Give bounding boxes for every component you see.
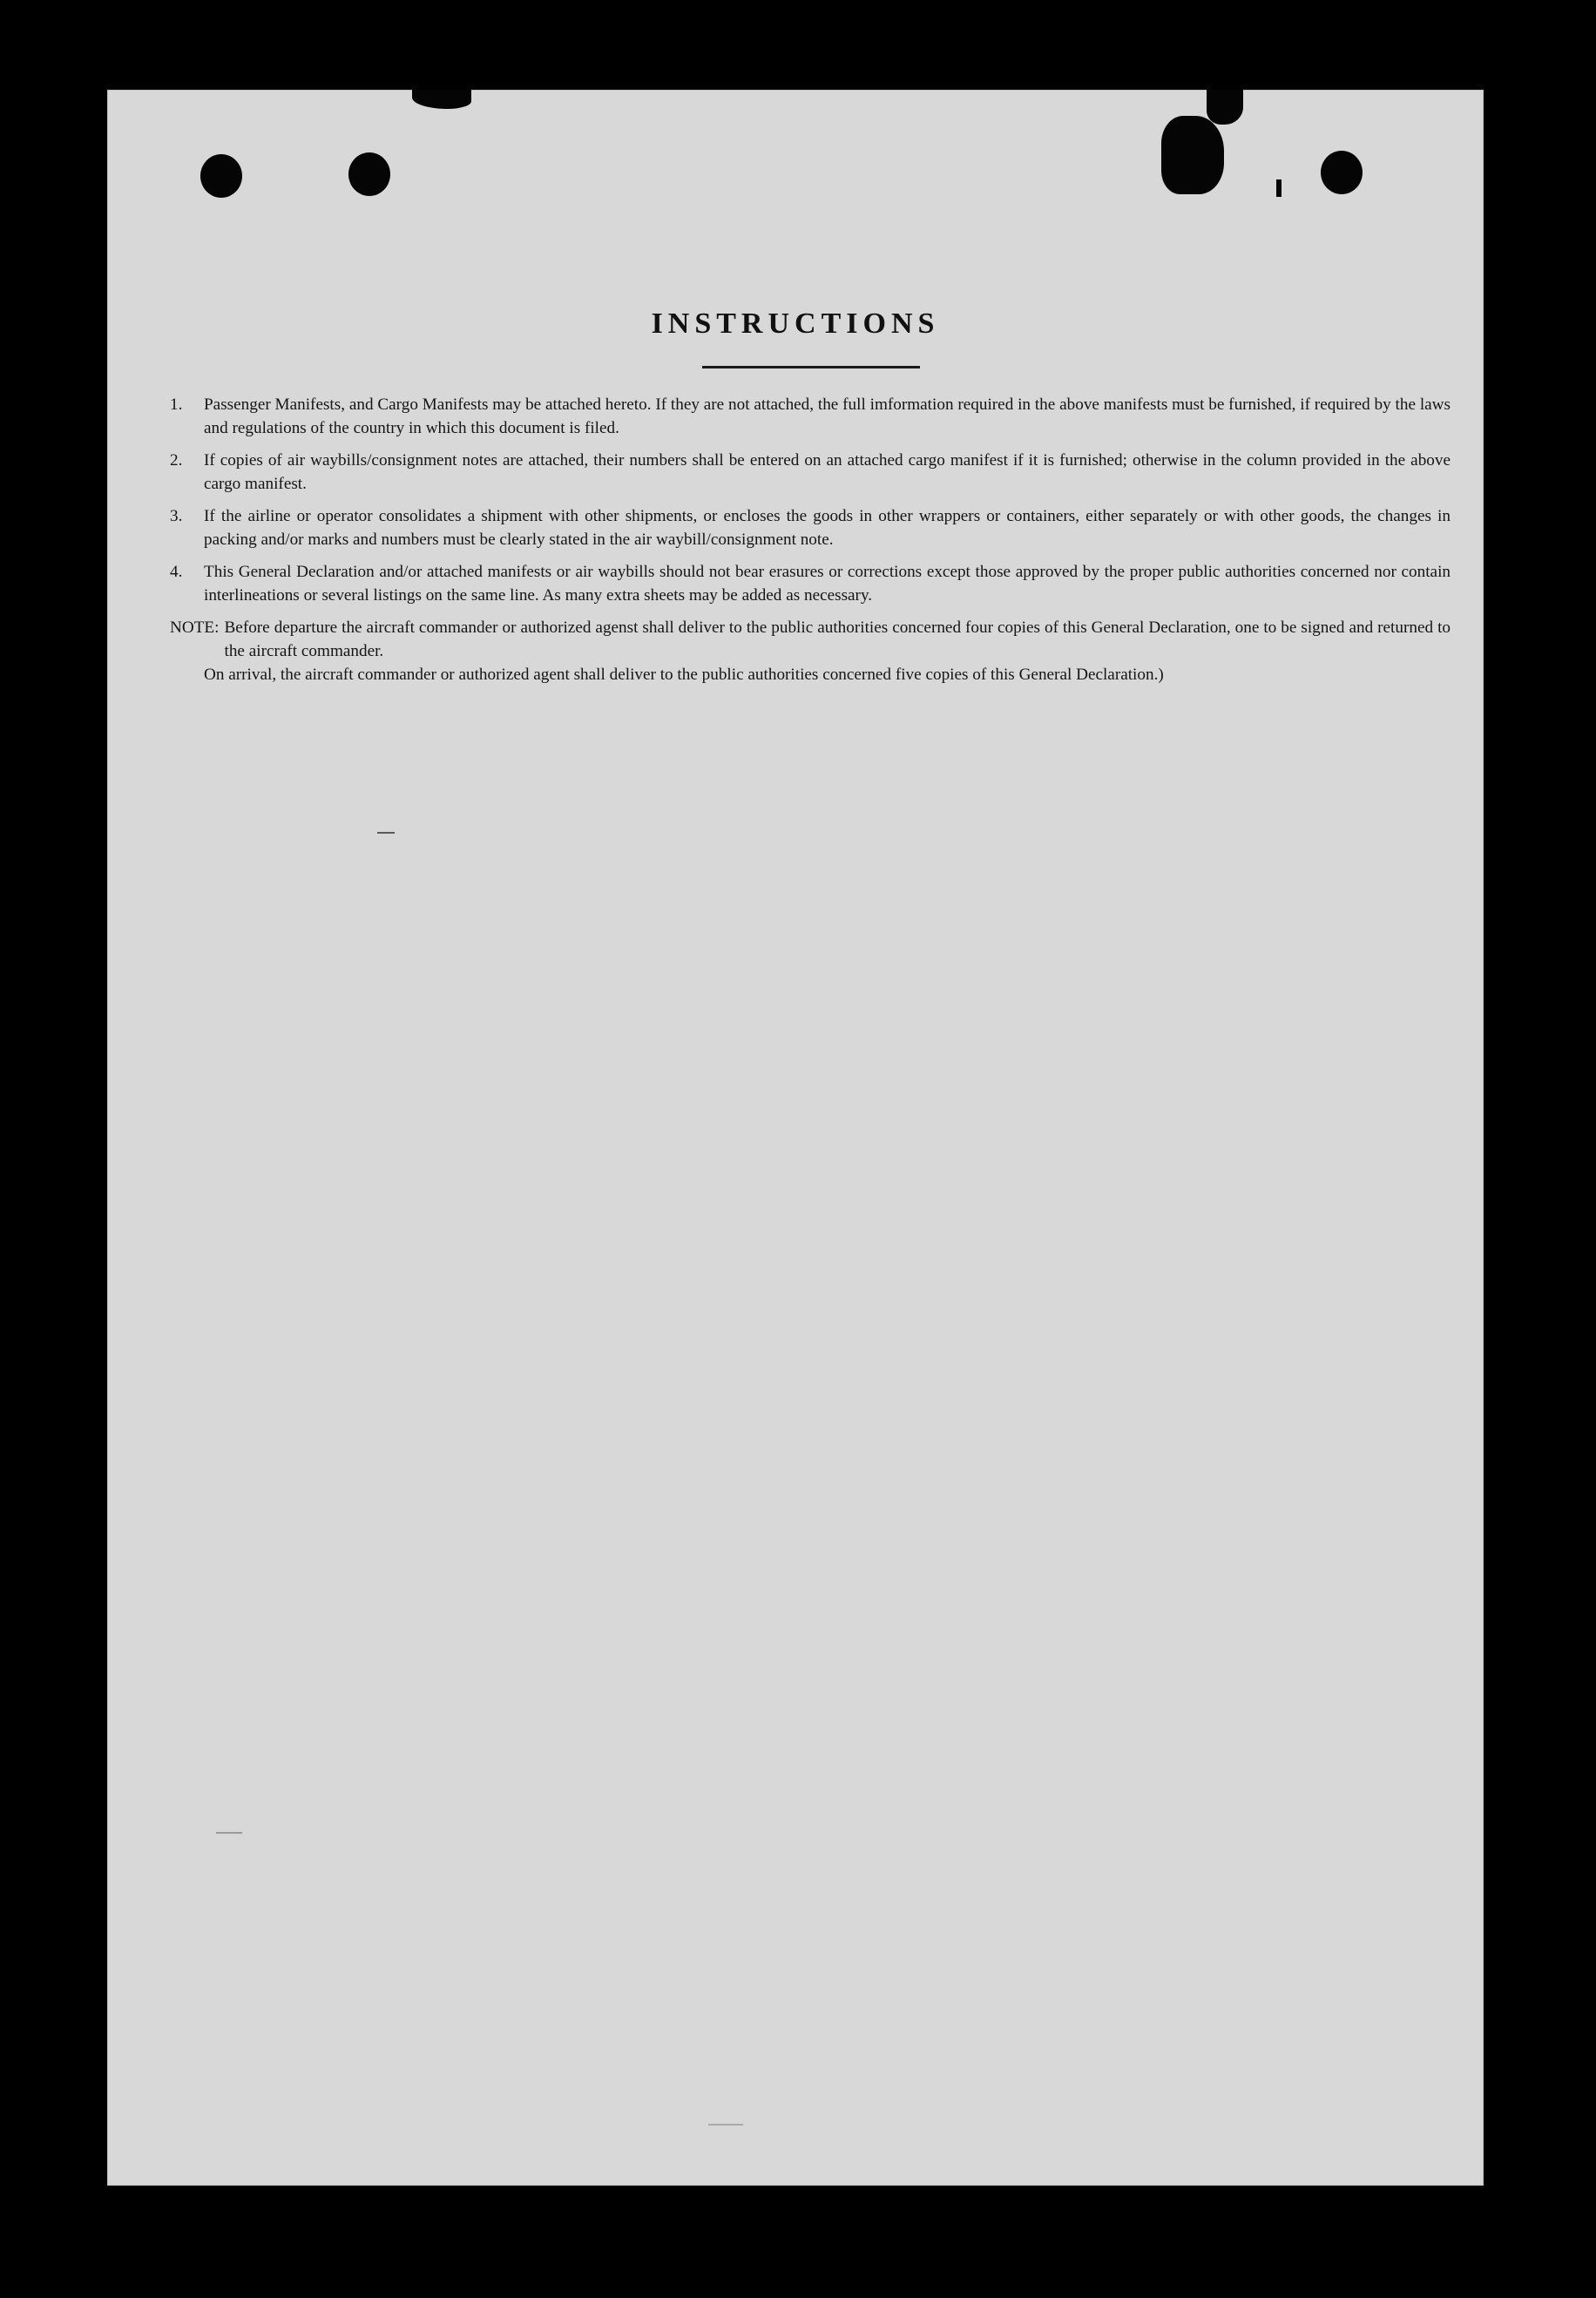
- item-number: 1.: [170, 395, 183, 414]
- note-text: Before departure the aircraft commander or authorized agenst shall deliver to the public authorities concerned four copies of this General Declaration, one to be signed and returned to the aircraft commander.: [224, 618, 1451, 660]
- item-text: If copies of air waybills/consignment notes are attached, their numbers shall be entered on an attached cargo manifest if it is furnished; otherwise in the column provided in the above cargo manifest.: [204, 451, 1451, 493]
- item-text: If the airline or operator consolidates a shipment with other shipments, or encloses the goods in other wrappers or containers, either separately or with other goods, the changes in packing and/or marks and numbers must be clearly stated in the air waybill/consignment note.: [204, 507, 1451, 549]
- instruction-item: [170, 393, 1451, 440]
- note: [170, 616, 1451, 663]
- scan-speck: [216, 1832, 242, 1834]
- instruction-item: [170, 504, 1451, 551]
- torn-edge-mark: [1207, 90, 1243, 125]
- torn-edge-mark: [1161, 116, 1224, 194]
- item-text: This General Declaration and/or attached manifests or air waybills should not bear erasures or corrections except those approved by the proper public authorities concerned nor contain interlineations or several listings on the same line. As many extra sheets may be added as necessary.: [204, 563, 1451, 605]
- punch-hole-right: [1321, 151, 1363, 194]
- item-number: 2.: [170, 451, 183, 470]
- instruction-item: [170, 560, 1451, 607]
- note-label: NOTE:: [170, 618, 220, 637]
- item-text: Passenger Manifests, and Cargo Manifests may be attached hereto. If they are not attached, the full imformation required in the above manifests must be furnished, if required by the laws and regulations of the country in which this document is filed.: [204, 395, 1451, 437]
- torn-edge-mark: [1276, 179, 1282, 197]
- punch-hole-center-left: [348, 152, 390, 196]
- page-title: INSTRUCTIONS: [651, 308, 940, 340]
- scan-speck: [377, 832, 395, 834]
- scan-speck: [708, 2124, 743, 2126]
- item-number: 3.: [170, 507, 183, 525]
- torn-edge-mark: [412, 90, 471, 109]
- note-continuation: On arrival, the aircraft commander or authorized agent shall deliver to the public authorities concerned five copies of this General Declaration.): [204, 666, 1164, 684]
- item-number: 4.: [170, 563, 183, 581]
- instruction-item: [170, 449, 1451, 496]
- title-underline: [702, 366, 920, 368]
- document-page: [107, 90, 1484, 2186]
- punch-hole-left: [200, 154, 242, 198]
- instructions-body: [170, 393, 1451, 686]
